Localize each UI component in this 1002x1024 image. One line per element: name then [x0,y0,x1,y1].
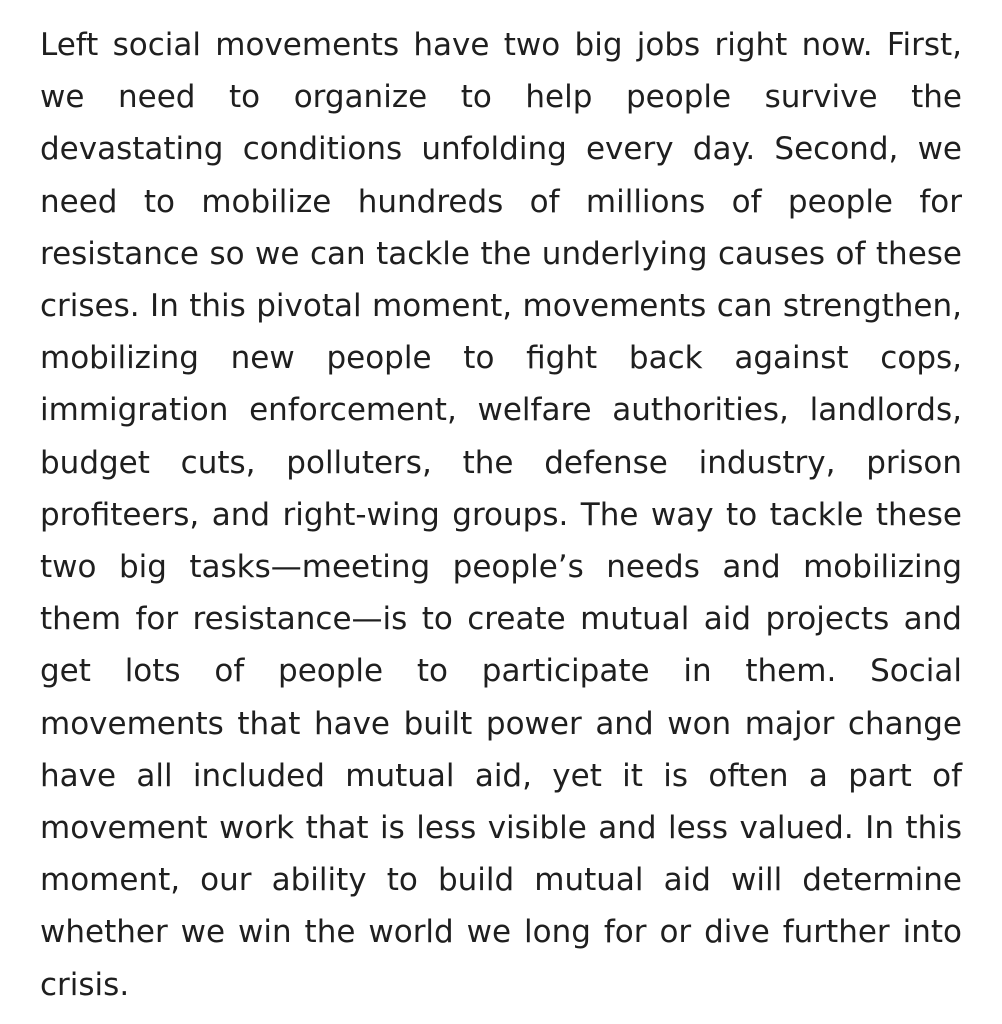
article-paragraph: Left social movements have two big jobs right now. First, we need to organize to help people survive the devastating conditions unfolding every day. Second, we need to mobilize hundreds of millions of people for resistance so we can tackle the underlying causes of these crises. In this pivotal moment, movements can strengthen, mobilizing new people to fight back against cops, immigration enforcement, welfare authorities, landlords, budget cuts, polluters, the defense industry, prison profiteers, and right-wing groups. The way to tackle these two big tasks—meeting people’s needs and mobilizing them for resistance—is to create mutual aid projects and get lots of people to participate in them. Social movements that have built power and won major change have all included mutual aid, yet it is often a part of movement work that is less visible and less valued. In this moment, our ability to build mutual aid will determine whether we win the world we long for or dive further into crisis. [40,27,962,1003]
